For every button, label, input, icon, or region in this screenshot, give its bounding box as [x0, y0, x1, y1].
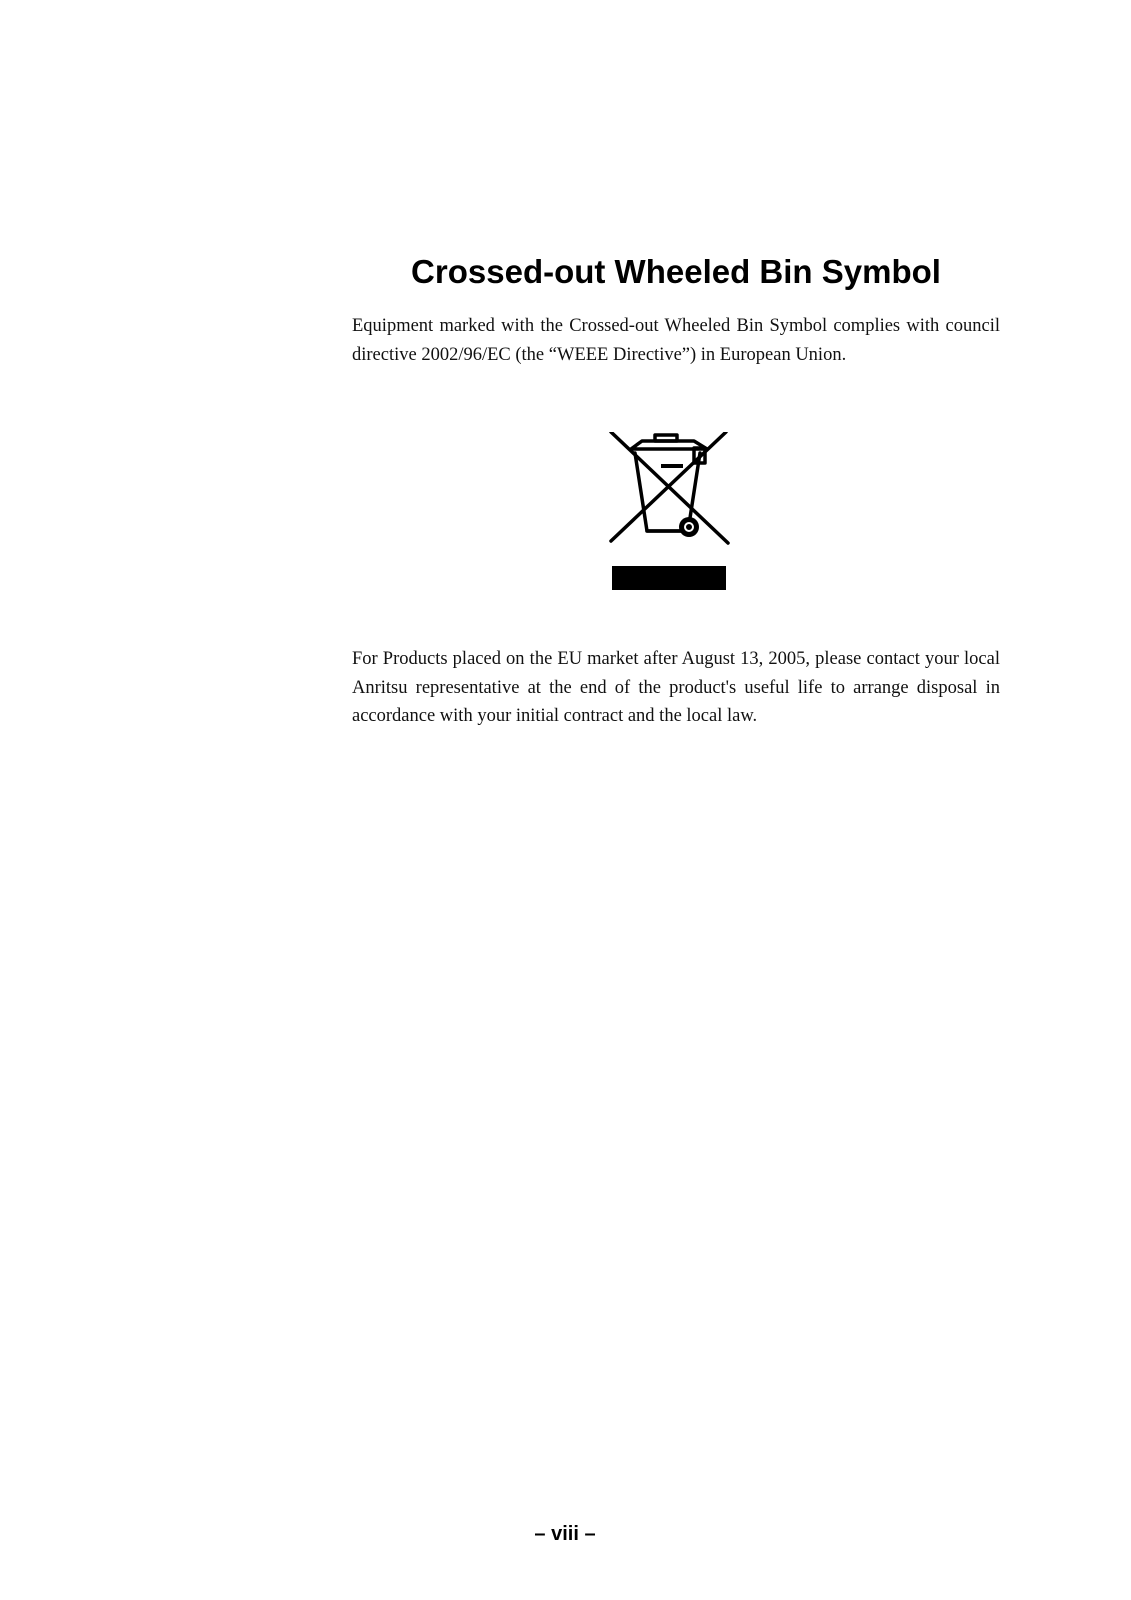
paragraph-weee-compliance: Equipment marked with the Crossed-out Wheeled Bin Symbol complies with council directive 2002/96/EC (the “WEEE Directive”) in European Union.: [352, 316, 1000, 365]
crossed-out-wheeled-bin-icon: [608, 432, 738, 604]
paragraph-disposal-instructions: For Products placed on the EU market after August 13, 2005, please contact your local Anritsu representative at the end of the product's useful life to arrange disposal in accordance with your initial contract and the local law.: [352, 649, 1000, 726]
page-title: Crossed-out Wheeled Bin Symbol: [411, 253, 941, 290]
page-number: – viii –: [534, 1523, 596, 1545]
